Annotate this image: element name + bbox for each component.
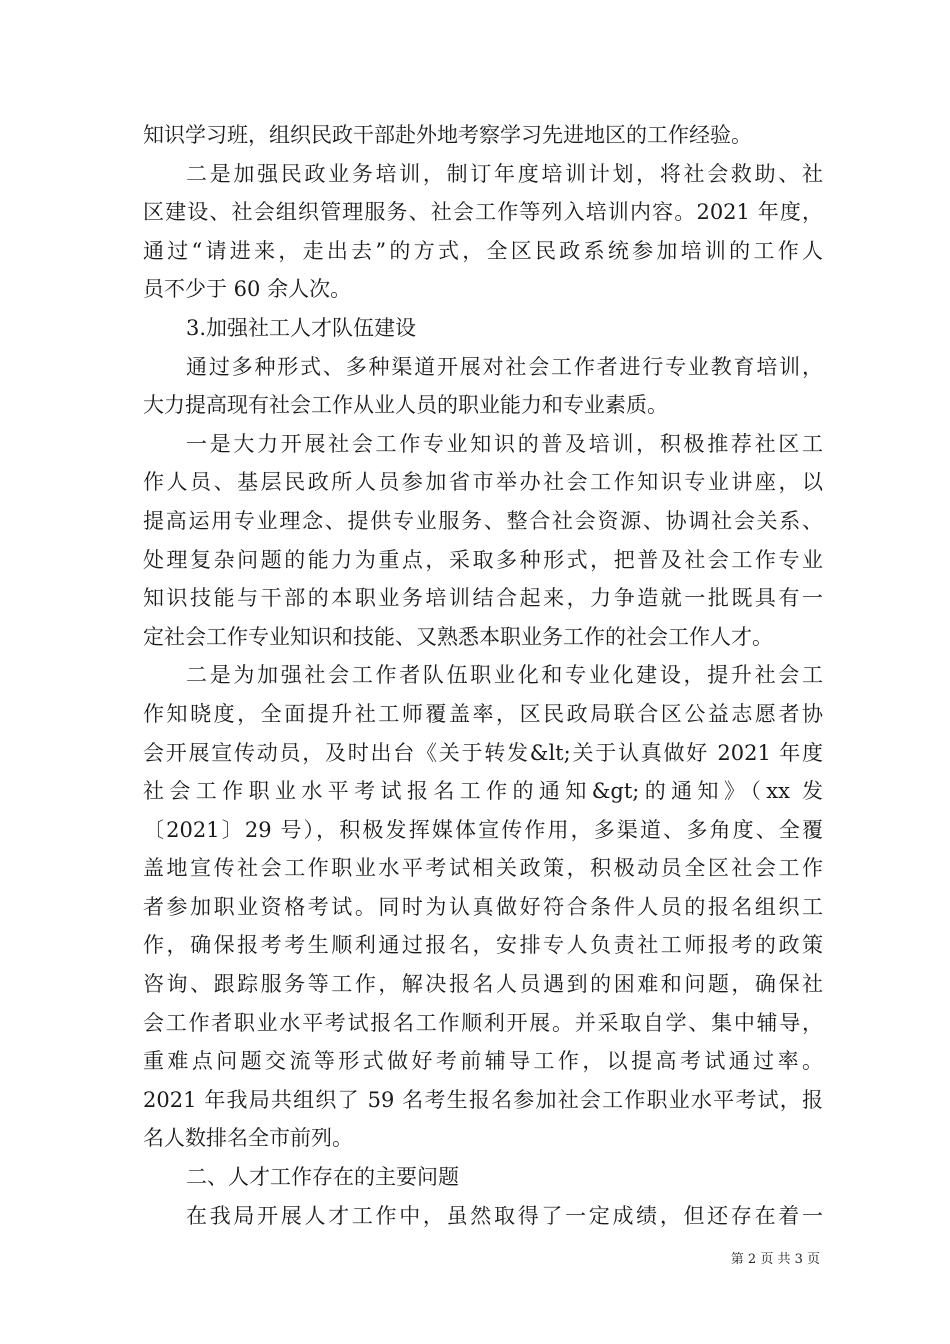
text-line: 知识学习班，组织民政干部赴外地考察学习先进地区的工作经验。 [143, 123, 752, 147]
text-line: 重难点问题交流等形式做好考前辅导工作，以提高考试通过率。 [143, 1049, 823, 1074]
text-line: 一是大力开展社会工作专业知识的普及培训，积极推荐社区工 [186, 431, 823, 456]
text-line: 在我局开展人才工作中，虽然取得了一定成绩，但还存在着一 [186, 1203, 823, 1228]
text-line: 会开展宣传动员，及时出台《关于转发&lt;关于认真做好 2021 年度 [143, 740, 823, 765]
para-training-plan [143, 155, 823, 309]
text-line: 作人员、基层民政所人员参加省市举办社会工作知识专业讲座，以 [143, 470, 823, 495]
para-professional-training [143, 348, 823, 425]
heading-social-work-team [143, 309, 823, 348]
text-line: 处理复杂问题的能力为重点，采取多种形式，把普及社会工作专业 [143, 547, 823, 572]
text-line: 社会工作职业水平考试报名工作的通知&gt;的通知》（xx 发 [143, 779, 823, 804]
text-line: 咨询、跟踪服务等工作，解决报名人员遇到的困难和问题，确保社 [143, 972, 823, 997]
text-line: 二是为加强社会工作者队伍职业化和专业化建设，提升社会工 [186, 663, 823, 688]
para-professionalization [143, 656, 823, 1158]
text-line: 作知晓度，全面提升社工师覆盖率，区民政局联合区公益志愿者协 [143, 701, 823, 726]
heading-main-problems [143, 1158, 823, 1197]
text-line: 二、人才工作存在的主要问题 [186, 1165, 459, 1190]
text-line: 大力提高现有社会工作从业人员的职业能力和专业素质。 [143, 393, 668, 418]
document-body [143, 116, 823, 1235]
text-line: 3.加强社工人才队伍建设 [186, 315, 417, 340]
para-knowledge-popularization [143, 425, 823, 657]
para-problems-intro [143, 1197, 823, 1236]
text-line: 提高运用专业理念、提供专业服务、整合社会资源、协调社会关系、 [143, 508, 823, 533]
text-line: 者参加职业资格考试。同时为认真做好符合条件人员的报名组织工 [143, 894, 823, 919]
page-number: 第 2 页 共 3 页 [730, 1252, 820, 1267]
text-line: 作，确保报考考生顺利通过报名，安排专人负责社工师报考的政策 [143, 933, 823, 958]
text-line: 盖地宣传社会工作职业水平考试相关政策，积极动员全区社会工作 [143, 856, 823, 881]
para-intro-tail [143, 116, 823, 155]
text-line: 员不少于 60 余人次。 [143, 277, 352, 302]
text-line: 区建设、社会组织管理服务、社会工作等列入培训内容。2021 年度， [143, 200, 823, 225]
text-line: 通过“请进来，走出去”的方式，全区民政系统参加培训的工作人 [143, 238, 823, 263]
text-line: 通过多种形式、多种渠道开展对社会工作者进行专业教育培训， [186, 354, 823, 379]
text-line: 二是加强民政业务培训，制订年度培训计划，将社会救助、社 [186, 161, 823, 186]
text-line: 定社会工作专业知识和技能、又熟悉本职业务工作的社会工作人才。 [143, 624, 773, 649]
text-line: 2021 年我局共组织了 59 名考生报名参加社会工作职业水平考试，报 [143, 1087, 823, 1112]
text-line: 知识技能与干部的本职业务培训结合起来，力争造就一批既具有一 [143, 586, 823, 611]
text-line: 名人数排名全市前列。 [143, 1126, 353, 1151]
text-line: 会工作者职业水平考试报名工作顺利开展。并采取自学、集中辅导， [143, 1010, 823, 1035]
text-line: 〔2021〕29 号），积极发挥媒体宣传作用，多渠道、多角度、全覆 [143, 817, 823, 842]
